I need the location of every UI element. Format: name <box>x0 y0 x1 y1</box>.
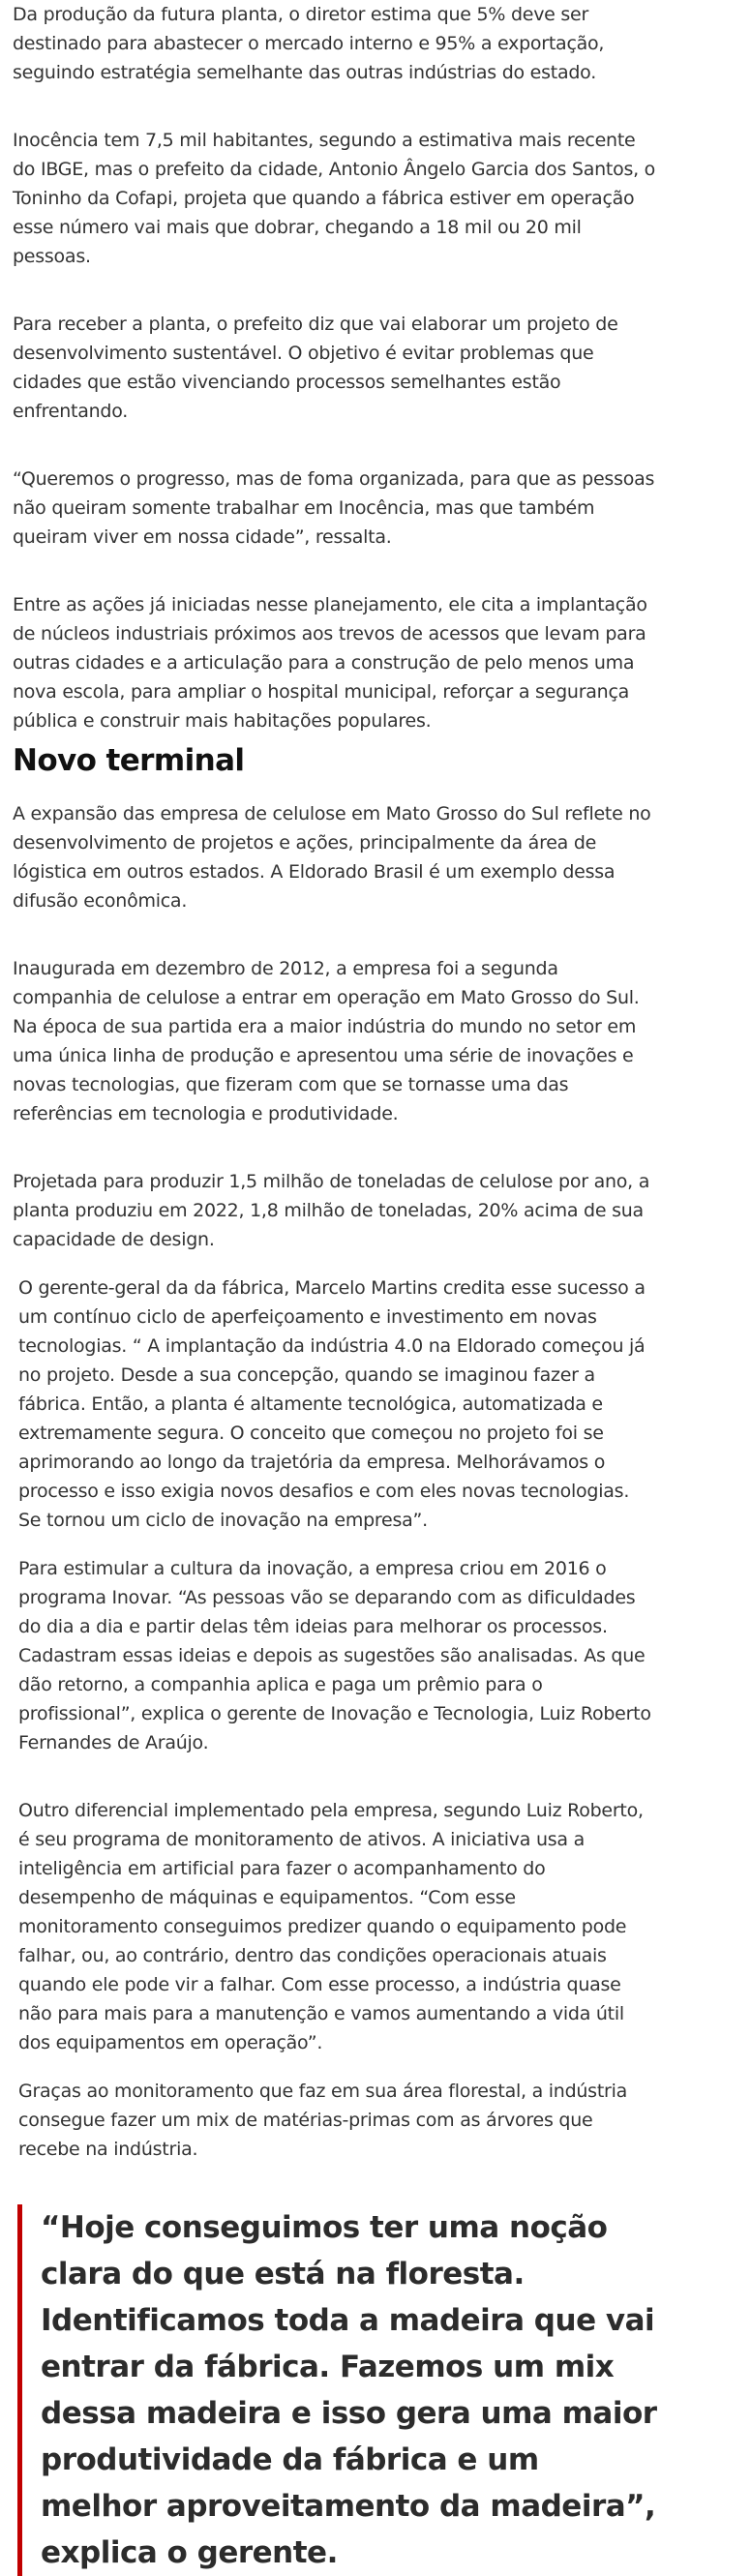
paragraph-inovar-program: Para estimular a cultura da inovação, a empresa criou em 2016 o programa Inovar. “As pessoas vão se deparando com as dificuldades do dia a dia e partir delas têm ideias para melhorar os processos. Cadastram essas ideias e depois as sugestões são analisadas. As que dão retorno, a companhia aplica e paga um prêmio para o profissional”, explica o gerente de Inovação e Tecnologia, Luiz Roberto Fernandes de Araújo. <box>18 1558 651 1753</box>
paragraph-sustainable-project: Para receber a planta, o prefeito diz que vai elaborar um projeto de desenvolvimento sustentável. O objetivo é evitar problemas que cidades que estão vivenciando processos semelhantes estão enfrentando. <box>13 314 618 422</box>
paragraph-expansion: A expansão das empresa de celulose em Mato Grosso do Sul reflete no desenvolvimento de projetos e ações, principalmente da área de lógistica em outros estados. A Eldorado Brasil é um exemplo dessa difusão econômica. <box>13 803 651 912</box>
section-heading: Novo terminal <box>13 743 245 778</box>
paragraph-population: Inocência tem 7,5 mil habitantes, segundo a estimativa mais recente do IBGE, mas o prefeito da cidade, Antonio Ângelo Garcia dos Santos, o Toninho da Cofapi, projeta que quando a fábrica estiver em operação esse número vai mais que dobrar, chegando a 18 mil ou 20 mil pessoas. <box>13 130 656 267</box>
pull-quote-text: “Hoje conseguimos ter uma noção clara do que está na floresta. Identificamos toda a madeira que vai entrar da fábrica. Fazemos um mix dessa madeira e isso gera uma maior produtividade da fábrica e um melhor aproveitamento da madeira”, explica o gerente. <box>41 2210 657 2570</box>
paragraph-asset-monitoring: Outro diferencial implementado pela empresa, segundo Luiz Roberto, é seu programa de monitoramento de ativos. A iniciativa usa a inteligência em artificial para fazer o acompanhamento do desempenho de máquinas e equipamentos. “Com esse monitoramento conseguimos predizer quando o equipamento pode falhar, ou, ao contrário, dentro das condições operacionais atuais quando ele pode vir a falhar. Com esse processo, a indústria quase não para mais para a manutenção e vamos aumentando a vida útil dos equipamentos em operação”. <box>18 1800 644 2053</box>
paragraph-forest-monitoring: Graças ao monitoramento que faz em sua área florestal, a indústria consegue fazer um mix de matérias-primas com as árvores que recebe na indústria. <box>18 2081 628 2160</box>
paragraph-production: Projetada para produzir 1,5 milhão de toneladas de celulose por ano, a planta produziu em 2022, 1,8 milhão de toneladas, 20% acima de sua capacidade de design. <box>13 1171 650 1250</box>
paragraph-planning-actions: Entre as ações já iniciadas nesse planejamento, ele cita a implantação de núcleos industriais próximos aos trevos de acessos que levam para outras cidades e a articulação para a construção de pelo menos uma nova escola, para ampliar o hospital municipal, reforçar a segurança pública e construir mais habitações populares. <box>13 594 647 732</box>
paragraph-general-manager: O gerente-geral da da fábrica, Marcelo Martins credita esse sucesso a um contínuo ciclo de aperfeiçoamento e investimento em novas tecnologias. “ A implantação da indústria 4.0 na Eldorado começou já no projeto. Desde a sua concepção, quando se imaginou fazer a fábrica. Então, a planta é altamente tecnológica, automatizada e extremamente segura. O conceito que começou no projeto foi se aprimorando ao longo da trajetória da empresa. Melhorávamos o processo e isso exigia novos desafios e com eles novas tecnologias. Se tornou um ciclo de inovação na empresa”. <box>18 1277 646 1531</box>
paragraph-inauguration: Inaugurada em dezembro de 2012, a empresa foi a segunda companhia de celulose a entrar em operação em Mato Grosso do Sul. Na época de sua partida era a maior indústria do mundo no setor em uma única linha de produção e apresentou uma série de inovações e novas tecnologias, que fizeram com que se tornasse uma das referências em tecnologia e produtividade. <box>13 958 640 1124</box>
paragraph-mayor-quote: “Queremos o progresso, mas de foma organizada, para que as pessoas não queiram somente trabalhar em Inocência, mas que também queiram viver em nossa cidade”, ressalta. <box>13 468 655 548</box>
pull-quote <box>17 2204 660 2576</box>
paragraph-export-estimate: Da produção da futura planta, o diretor estima que 5% deve ser destinado para abastecer o mercado interno e 95% a exportação, seguindo estratégia semelhante das outras indústrias do estado. <box>13 4 605 83</box>
